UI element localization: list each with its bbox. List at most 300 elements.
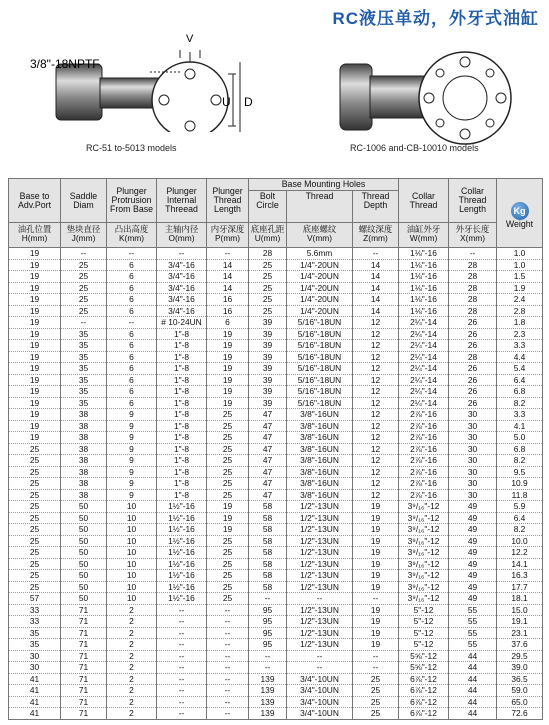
table-cell: 19 xyxy=(9,317,61,329)
col-subheader-cn: 油孔位置 xyxy=(17,224,52,234)
table-cell: 5⅝"-12 xyxy=(399,650,449,662)
table-cell: -- xyxy=(157,650,207,662)
base-hole xyxy=(496,93,506,103)
table-row xyxy=(9,547,543,559)
col-header: Bolt Circle xyxy=(249,191,287,223)
table-cell: 10.9 xyxy=(497,478,543,490)
table-cell: 19 xyxy=(353,627,399,639)
table-cell: 25 xyxy=(353,696,399,708)
table-cell: 5"-12 xyxy=(399,616,449,628)
table-cell: 3/8"-16UN xyxy=(287,443,353,455)
table-cell: 55 xyxy=(449,639,497,651)
table-row xyxy=(9,294,543,306)
table-cell: 25 xyxy=(207,466,249,478)
table-cell: 95 xyxy=(249,639,287,651)
table-cell: -- xyxy=(353,650,399,662)
table-cell: 3/4"-16 xyxy=(157,305,207,317)
table-cell: 2 xyxy=(107,616,157,628)
table-cell: 1⅛"-16 xyxy=(399,259,449,271)
table-cell: 6 xyxy=(107,351,157,363)
table-cell: 25 xyxy=(207,432,249,444)
table-cell: 19 xyxy=(207,512,249,524)
table-cell: 5"-12 xyxy=(399,639,449,651)
base-hole xyxy=(211,95,221,105)
table-cell: 5/16"-18UN xyxy=(287,351,353,363)
table-cell: 25 xyxy=(353,673,399,685)
table-cell: 44 xyxy=(449,708,497,720)
table-row xyxy=(9,489,543,501)
table-cell: 1/4"-20UN xyxy=(287,259,353,271)
table-cell: 38 xyxy=(61,443,107,455)
table-cell: 71 xyxy=(61,673,107,685)
table-cell: 29.5 xyxy=(497,650,543,662)
table-cell: 1⅛"-16 xyxy=(399,305,449,317)
kg-icon: Kg xyxy=(511,202,529,220)
table-cell: 5.9 xyxy=(497,501,543,513)
table-cell: 72.6 xyxy=(497,708,543,720)
col-header: Plunger Internal Threead xyxy=(157,179,207,223)
table-cell: 37.6 xyxy=(497,639,543,651)
table-cell: 19 xyxy=(9,328,61,340)
table-cell: 19 xyxy=(9,248,61,260)
table-cell: 2 xyxy=(107,708,157,720)
v-label: V xyxy=(186,33,194,45)
table-cell: 12 xyxy=(353,397,399,409)
table-cell: 1"-8 xyxy=(157,466,207,478)
table-cell: 47 xyxy=(249,432,287,444)
table-cell: 28 xyxy=(249,248,287,260)
table-cell: 2 xyxy=(107,662,157,674)
table-cell: 50 xyxy=(61,524,107,536)
table-cell: 9 xyxy=(107,455,157,467)
table-cell: 38 xyxy=(61,420,107,432)
base-hole xyxy=(185,69,195,79)
table-cell: 50 xyxy=(61,535,107,547)
table-cell: 19 xyxy=(207,351,249,363)
cylinder-collar xyxy=(340,64,372,130)
table-cell: 1/2"-13UN xyxy=(287,512,353,524)
table-cell: 6 xyxy=(107,259,157,271)
table-cell: 39 xyxy=(249,363,287,375)
table-cell: 6 xyxy=(107,294,157,306)
table-cell: 1½"-16 xyxy=(157,535,207,547)
table-cell: 139 xyxy=(249,673,287,685)
table-cell: 10 xyxy=(107,593,157,605)
table-cell: 19 xyxy=(9,409,61,421)
table-cell: 57 xyxy=(9,593,61,605)
table-cell: 19.1 xyxy=(497,616,543,628)
table-cell: 1/2"-13UN xyxy=(287,501,353,513)
table-cell: 19 xyxy=(353,512,399,524)
table-cell: 65.0 xyxy=(497,696,543,708)
table-cell: 3/4"-16 xyxy=(157,271,207,283)
table-cell: 12 xyxy=(353,351,399,363)
table-cell: 39 xyxy=(249,317,287,329)
table-cell: 2.3 xyxy=(497,328,543,340)
col-header: Thread xyxy=(287,191,353,223)
table-cell: 30 xyxy=(449,455,497,467)
table-cell: 9 xyxy=(107,409,157,421)
table-cell: 41 xyxy=(9,696,61,708)
table-row xyxy=(9,673,543,685)
table-row xyxy=(9,363,543,375)
table-cell: 5"-12 xyxy=(399,604,449,616)
table-row xyxy=(9,374,543,386)
table-cell: 35 xyxy=(61,397,107,409)
table-row xyxy=(9,570,543,582)
table-cell: 41 xyxy=(9,685,61,697)
table-cell: 6 xyxy=(107,386,157,398)
table-cell: 19 xyxy=(9,294,61,306)
table-cell: 35 xyxy=(61,363,107,375)
table-cell: 12 xyxy=(353,478,399,490)
table-cell: 2⅞"-16 xyxy=(399,420,449,432)
table-cell: 35 xyxy=(61,340,107,352)
table-cell: 35 xyxy=(9,639,61,651)
table-cell: 5.0 xyxy=(497,432,543,444)
table-cell: 1"-8 xyxy=(157,340,207,352)
table-cell: 2⅞"-16 xyxy=(399,409,449,421)
table-cell: 12 xyxy=(353,466,399,478)
left-caption: RC-51 to-5013 models xyxy=(86,143,177,153)
table-cell: 5/16"-18UN xyxy=(287,374,353,386)
table-cell: 2 xyxy=(107,604,157,616)
table-cell: 16.3 xyxy=(497,570,543,582)
table-cell: 33 xyxy=(9,616,61,628)
table-cell: 25 xyxy=(9,570,61,582)
table-cell: 9 xyxy=(107,443,157,455)
table-cell: 6.8 xyxy=(497,443,543,455)
table-cell: -- xyxy=(107,248,157,260)
table-cell: 95 xyxy=(249,616,287,628)
table-cell: 10 xyxy=(107,581,157,593)
col-subheader-cn: 油缸外牙 xyxy=(406,224,441,234)
table-cell: 35 xyxy=(61,328,107,340)
base-hole xyxy=(486,119,494,127)
table-cell: 44 xyxy=(449,650,497,662)
table-row xyxy=(9,340,543,352)
table-cell: 3⁹/₁₆"-12 xyxy=(399,501,449,513)
table-cell: 1½"-16 xyxy=(157,581,207,593)
table-cell: -- xyxy=(157,685,207,697)
table-cell: 38 xyxy=(61,409,107,421)
table-cell: 5/16"-18UN xyxy=(287,328,353,340)
table-cell: 12 xyxy=(353,386,399,398)
table-row xyxy=(9,420,543,432)
table-cell: 41 xyxy=(9,708,61,720)
table-cell: 58 xyxy=(249,581,287,593)
table-cell: 11.8 xyxy=(497,489,543,501)
table-cell: 19 xyxy=(353,547,399,559)
col-subheader-unit: P(mm) xyxy=(214,233,241,243)
table-cell: 71 xyxy=(61,662,107,674)
cylinder-body xyxy=(100,78,160,108)
table-cell: 6⅞"-12 xyxy=(399,708,449,720)
table-cell: 39 xyxy=(249,340,287,352)
table-cell: 2⅞"-16 xyxy=(399,466,449,478)
table-cell: 14 xyxy=(207,271,249,283)
base-hole xyxy=(424,93,434,103)
cylinder-collar xyxy=(56,64,102,120)
table-cell: 26 xyxy=(449,317,497,329)
table-row xyxy=(9,432,543,444)
table-cell: 2 xyxy=(107,673,157,685)
base-hole xyxy=(185,121,195,131)
table-cell: 25 xyxy=(9,501,61,513)
table-cell: 44 xyxy=(449,662,497,674)
table-cell: 19 xyxy=(353,535,399,547)
table-cell: 19 xyxy=(207,374,249,386)
table-cell: 39 xyxy=(249,328,287,340)
col-subheader-cn: 垫块直径 xyxy=(66,224,101,234)
table-cell: 25 xyxy=(9,535,61,547)
table-cell: 28 xyxy=(449,282,497,294)
table-row xyxy=(9,409,543,421)
table-cell: 25 xyxy=(207,581,249,593)
table-cell: 25 xyxy=(249,282,287,294)
table-cell: 25 xyxy=(9,443,61,455)
table-cell: 139 xyxy=(249,696,287,708)
table-cell: 19 xyxy=(207,363,249,375)
table-cell: 26 xyxy=(449,374,497,386)
table-cell: 1"-8 xyxy=(157,397,207,409)
table-cell: 3/4"-16 xyxy=(157,259,207,271)
table-row xyxy=(9,696,543,708)
table-cell: 50 xyxy=(61,593,107,605)
weight-label: Weight xyxy=(505,218,534,229)
base-hole xyxy=(460,129,470,139)
table-cell: 1½"-16 xyxy=(157,512,207,524)
table-cell: 16 xyxy=(207,305,249,317)
table-cell: 19 xyxy=(353,616,399,628)
table-cell: 12 xyxy=(353,374,399,386)
table-cell: 28 xyxy=(449,294,497,306)
table-cell: 1"-8 xyxy=(157,478,207,490)
table-cell: 3⁹/₁₆"-12 xyxy=(399,512,449,524)
table-cell: 19 xyxy=(9,420,61,432)
base-hole xyxy=(436,119,444,127)
col-subheader xyxy=(287,223,353,248)
table-cell: 47 xyxy=(249,455,287,467)
table-cell: 14 xyxy=(353,282,399,294)
table-cell: 2¼"-14 xyxy=(399,317,449,329)
table-cell: 10 xyxy=(107,558,157,570)
table-cell: 19 xyxy=(9,432,61,444)
table-cell: 39.0 xyxy=(497,662,543,674)
table-cell: # 10-24UN xyxy=(157,317,207,329)
table-cell: 58 xyxy=(249,558,287,570)
table-cell: 3⁹/₁₆"-12 xyxy=(399,593,449,605)
table-cell: 39 xyxy=(249,351,287,363)
table-row xyxy=(9,604,543,616)
table-cell: 9.5 xyxy=(497,466,543,478)
table-cell: 1"-8 xyxy=(157,443,207,455)
table-cell: 25 xyxy=(9,512,61,524)
table-cell: 25 xyxy=(9,524,61,536)
table-cell: 5/16"-18UN xyxy=(287,386,353,398)
table-cell: 35 xyxy=(61,351,107,363)
table-cell: 58 xyxy=(249,512,287,524)
table-cell: 5/16"-18UN xyxy=(287,317,353,329)
col-subheader-cn: 螺纹深度 xyxy=(358,224,393,234)
table-cell: 25 xyxy=(249,305,287,317)
table-cell: 19 xyxy=(9,305,61,317)
table-cell: 25 xyxy=(207,455,249,467)
table-cell: 36.5 xyxy=(497,673,543,685)
table-cell: 9 xyxy=(107,432,157,444)
table-cell: 25 xyxy=(9,547,61,559)
table-cell: 95 xyxy=(249,627,287,639)
table-cell: 25 xyxy=(207,558,249,570)
table-cell: 14 xyxy=(207,282,249,294)
table-cell: 139 xyxy=(249,708,287,720)
table-cell: 1⅛"-16 xyxy=(399,294,449,306)
table-row xyxy=(9,478,543,490)
table-cell: 2⅞"-16 xyxy=(399,432,449,444)
table-cell: 1"-8 xyxy=(157,386,207,398)
table-cell: 19 xyxy=(207,328,249,340)
table-cell: -- xyxy=(353,593,399,605)
table-cell: 3⁹/₁₆"-12 xyxy=(399,558,449,570)
table-cell: -- xyxy=(207,685,249,697)
table-cell: 19 xyxy=(207,524,249,536)
weight-header xyxy=(497,179,543,248)
d-label: D xyxy=(244,95,253,109)
table-cell: 19 xyxy=(207,386,249,398)
table-cell: 1"-8 xyxy=(157,432,207,444)
col-subheader xyxy=(449,223,497,248)
table-cell: 2⅞"-16 xyxy=(399,489,449,501)
table-cell: 1½"-16 xyxy=(157,547,207,559)
table-cell: 1½"-16 xyxy=(157,593,207,605)
table-cell: 26 xyxy=(449,397,497,409)
col-subheader xyxy=(61,223,107,248)
table-cell: 2 xyxy=(107,650,157,662)
table-row xyxy=(9,397,543,409)
table-cell: 9 xyxy=(107,489,157,501)
table-cell: 1"-8 xyxy=(157,374,207,386)
table-cell: 35 xyxy=(9,627,61,639)
table-cell: 1/2"-13UN xyxy=(287,570,353,582)
table-cell: 49 xyxy=(449,593,497,605)
table-row xyxy=(9,443,543,455)
table-cell: 12 xyxy=(353,363,399,375)
table-cell: 30 xyxy=(449,409,497,421)
table-cell: 12 xyxy=(353,420,399,432)
table-cell: 1½"-16 xyxy=(157,570,207,582)
base-hole xyxy=(159,95,169,105)
table-cell: 9 xyxy=(107,420,157,432)
table-cell: 71 xyxy=(61,604,107,616)
table-cell: 71 xyxy=(61,627,107,639)
table-cell: 44 xyxy=(449,673,497,685)
table-cell: 6 xyxy=(107,374,157,386)
table-cell: 8.2 xyxy=(497,397,543,409)
table-cell: 25 xyxy=(61,305,107,317)
table-cell: 1/4"-20UN xyxy=(287,282,353,294)
table-cell: 10 xyxy=(107,524,157,536)
table-cell: 3/4"-10UN xyxy=(287,673,353,685)
table-cell: 2 xyxy=(107,685,157,697)
table-cell: 8.2 xyxy=(497,455,543,467)
table-cell: 25 xyxy=(353,685,399,697)
table-cell: 35 xyxy=(61,374,107,386)
col-subheader xyxy=(353,223,399,248)
table-cell: 6 xyxy=(207,317,249,329)
table-cell: 19 xyxy=(9,351,61,363)
table-cell: -- xyxy=(157,662,207,674)
table-cell: 1/2"-13UN xyxy=(287,547,353,559)
col-subheader-cn: 主轴内径 xyxy=(164,224,199,234)
table-cell: -- xyxy=(207,696,249,708)
table-cell: 1"-8 xyxy=(157,328,207,340)
table-cell: 47 xyxy=(249,466,287,478)
table-cell: 25 xyxy=(207,420,249,432)
table-cell: -- xyxy=(353,662,399,674)
table-cell: -- xyxy=(287,650,353,662)
table-cell: 19 xyxy=(9,374,61,386)
table-cell: 49 xyxy=(449,535,497,547)
table-cell: 139 xyxy=(249,685,287,697)
table-cell: 35 xyxy=(61,386,107,398)
col-subheader-cn: 外牙长度 xyxy=(455,224,490,234)
table-cell: 3.3 xyxy=(497,409,543,421)
table-row xyxy=(9,627,543,639)
table-cell: 12 xyxy=(353,489,399,501)
table-cell: 1"-8 xyxy=(157,455,207,467)
table-cell: 14.1 xyxy=(497,558,543,570)
table-cell: 1.0 xyxy=(497,248,543,260)
table-cell: 30 xyxy=(449,478,497,490)
table-cell: 25 xyxy=(61,259,107,271)
col-header: Thread Depth xyxy=(353,191,399,223)
table-cell: 19 xyxy=(353,581,399,593)
table-cell: 25 xyxy=(61,271,107,283)
table-cell: 19 xyxy=(353,570,399,582)
table-cell: 25 xyxy=(9,558,61,570)
table-cell: 19 xyxy=(353,524,399,536)
table-cell: 38 xyxy=(61,489,107,501)
table-row xyxy=(9,662,543,674)
table-cell: 2.8 xyxy=(497,305,543,317)
table-cell: 14 xyxy=(353,294,399,306)
table-cell: 10 xyxy=(107,501,157,513)
table-cell: 6⅞"-12 xyxy=(399,673,449,685)
table-cell: 25 xyxy=(9,466,61,478)
table-cell: 1/4"-20UN xyxy=(287,305,353,317)
table-cell: 5.6mm xyxy=(287,248,353,260)
table-cell: 5.4 xyxy=(497,363,543,375)
table-cell: 38 xyxy=(61,466,107,478)
table-cell: 19 xyxy=(9,363,61,375)
table-cell: 1½"-16 xyxy=(157,558,207,570)
table-cell: 28 xyxy=(449,271,497,283)
table-cell: 47 xyxy=(249,420,287,432)
table-cell: 1/4"-20UN xyxy=(287,271,353,283)
col-subheader-unit: V(mm) xyxy=(306,233,333,243)
table-cell: 14 xyxy=(353,259,399,271)
table-cell: 19 xyxy=(9,271,61,283)
table-cell: 1/4"-20UN xyxy=(287,294,353,306)
table-cell: 2¼"-14 xyxy=(399,374,449,386)
table-cell: 2 xyxy=(107,627,157,639)
table-cell: 12 xyxy=(353,340,399,352)
col-subheader xyxy=(207,223,249,248)
col-subheader-cn: 底座孔距 xyxy=(250,224,285,234)
table-cell: 10 xyxy=(107,512,157,524)
table-cell: 25 xyxy=(207,570,249,582)
table-row xyxy=(9,616,543,628)
